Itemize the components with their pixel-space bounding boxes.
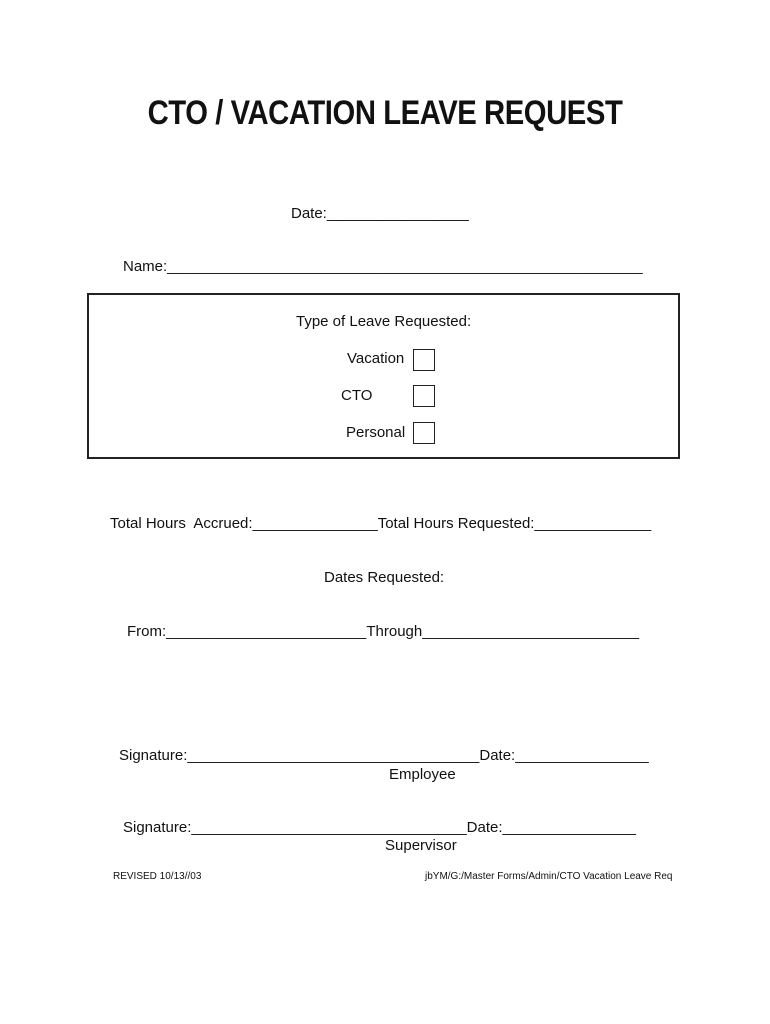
name-field[interactable]: Name:_________________________________________________________ (123, 258, 643, 275)
supervisor-caption: Supervisor (385, 837, 457, 854)
from-through-fields[interactable]: From:________________________Through__________________________ (127, 623, 640, 640)
leave-type-heading: Type of Leave Requested: (296, 313, 472, 330)
vacation-label: Vacation (347, 350, 405, 367)
revised-note: REVISED 10/13//03 (113, 871, 202, 882)
supervisor-signature-field[interactable]: Signature:_________________________________Date:________________ (123, 819, 637, 836)
date-field[interactable]: Date:_________________ (291, 205, 469, 222)
cto-checkbox[interactable] (413, 385, 435, 407)
file-path-note: jbYM/G:/Master Forms/Admin/CTO Vacation Leave Req (425, 871, 673, 882)
vacation-checkbox[interactable] (413, 349, 435, 371)
dates-requested-heading: Dates Requested: (324, 569, 445, 586)
hours-fields[interactable]: Total Hours Accrued:_______________Total Hours Requested:______________ (110, 515, 652, 532)
cto-label: CTO (341, 387, 373, 404)
form-title: CTO / VACATION LEAVE REQUEST (147, 94, 623, 132)
personal-label: Personal (346, 424, 406, 441)
personal-checkbox[interactable] (413, 422, 435, 444)
employee-signature-field[interactable]: Signature:___________________________________Date:________________ (119, 747, 649, 764)
employee-caption: Employee (389, 766, 456, 783)
